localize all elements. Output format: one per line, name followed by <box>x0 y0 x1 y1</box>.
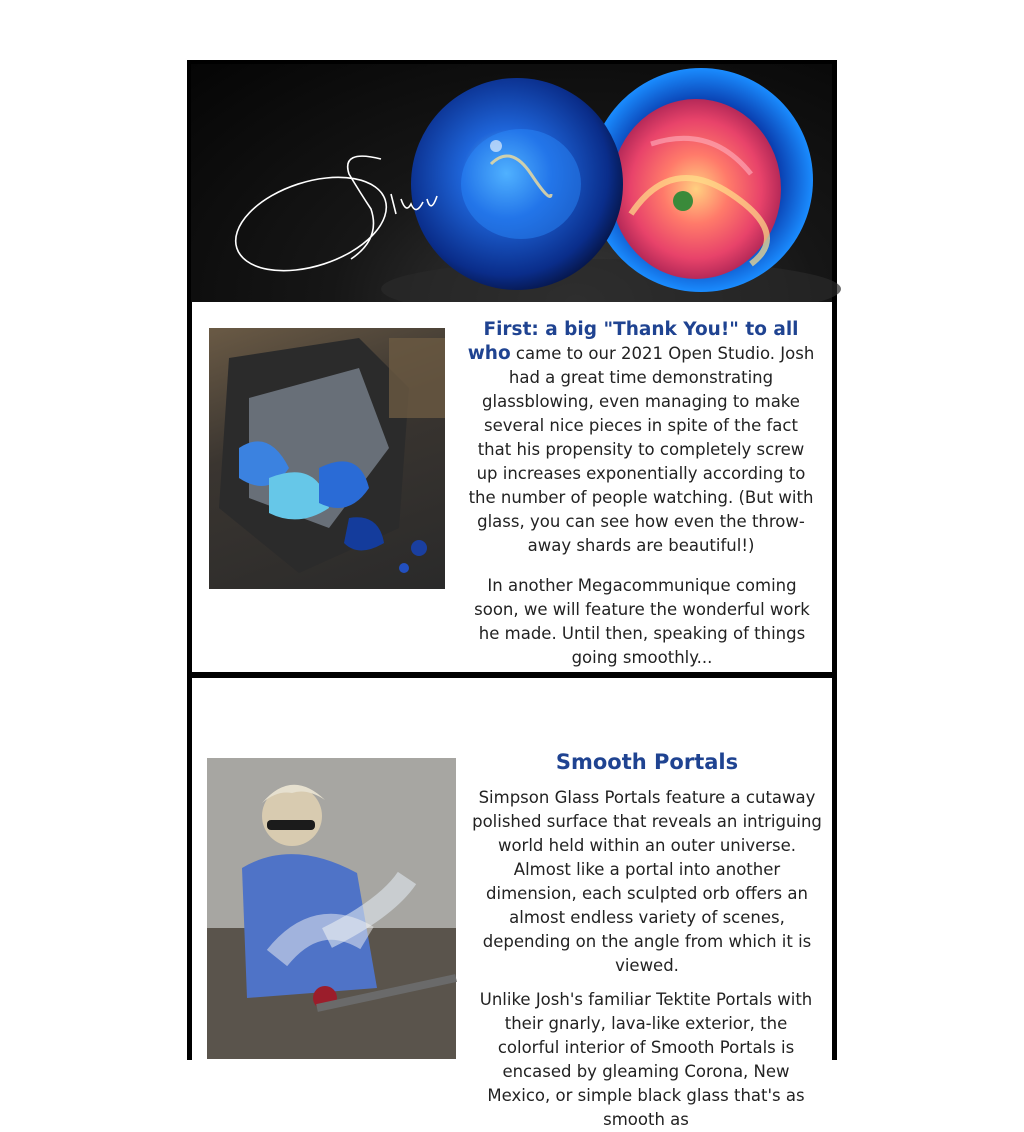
smooth-portals-detail: Unlike Josh's familiar Tektite Portals with their gnarly, lava-like exterior, the colorful interior of Smooth Portals is encased by gleaming Corona, New Mexico, or simple black glass that's as smooth as <box>479 990 813 1129</box>
thank-you-headline: First: a big "Thank You!" to all who <box>467 319 799 364</box>
newsletter-container <box>187 60 837 1129</box>
thank-you-body: came to our 2021 Open Studio. Josh had a great time demonstrating glassblowing, even managing to make several nice pieces in spite of the fact that his propensity to completely screw up increases exponentially according to the number of people watching. (But with glass, you can see how even the throw-away shards are beautiful!) <box>468 344 815 555</box>
glass-orbs-illustration <box>191 64 832 302</box>
megacommunique-paragraph: In another Megacommunique coming soon, we will feature the wonderful work he made. Until then, speaking of things going smoothly... <box>474 576 810 667</box>
smooth-portals-title: Smooth Portals <box>555 750 739 774</box>
glass-shards-photo <box>209 328 445 589</box>
open-studio-section <box>192 302 832 672</box>
simpson-signature-logo <box>224 156 437 288</box>
smooth-portals-intro: Simpson Glass Portals feature a cutaway polished surface that reveals an intriguing world held within an outer universe. Almost like a portal into another dimension, each sculpted orb offers an almost endless variety of scenes, depending on the angle from which it is viewed. <box>472 788 822 975</box>
thank-you-paragraph <box>466 318 816 558</box>
header-banner <box>191 64 832 302</box>
smooth-portals-section <box>192 678 832 1129</box>
